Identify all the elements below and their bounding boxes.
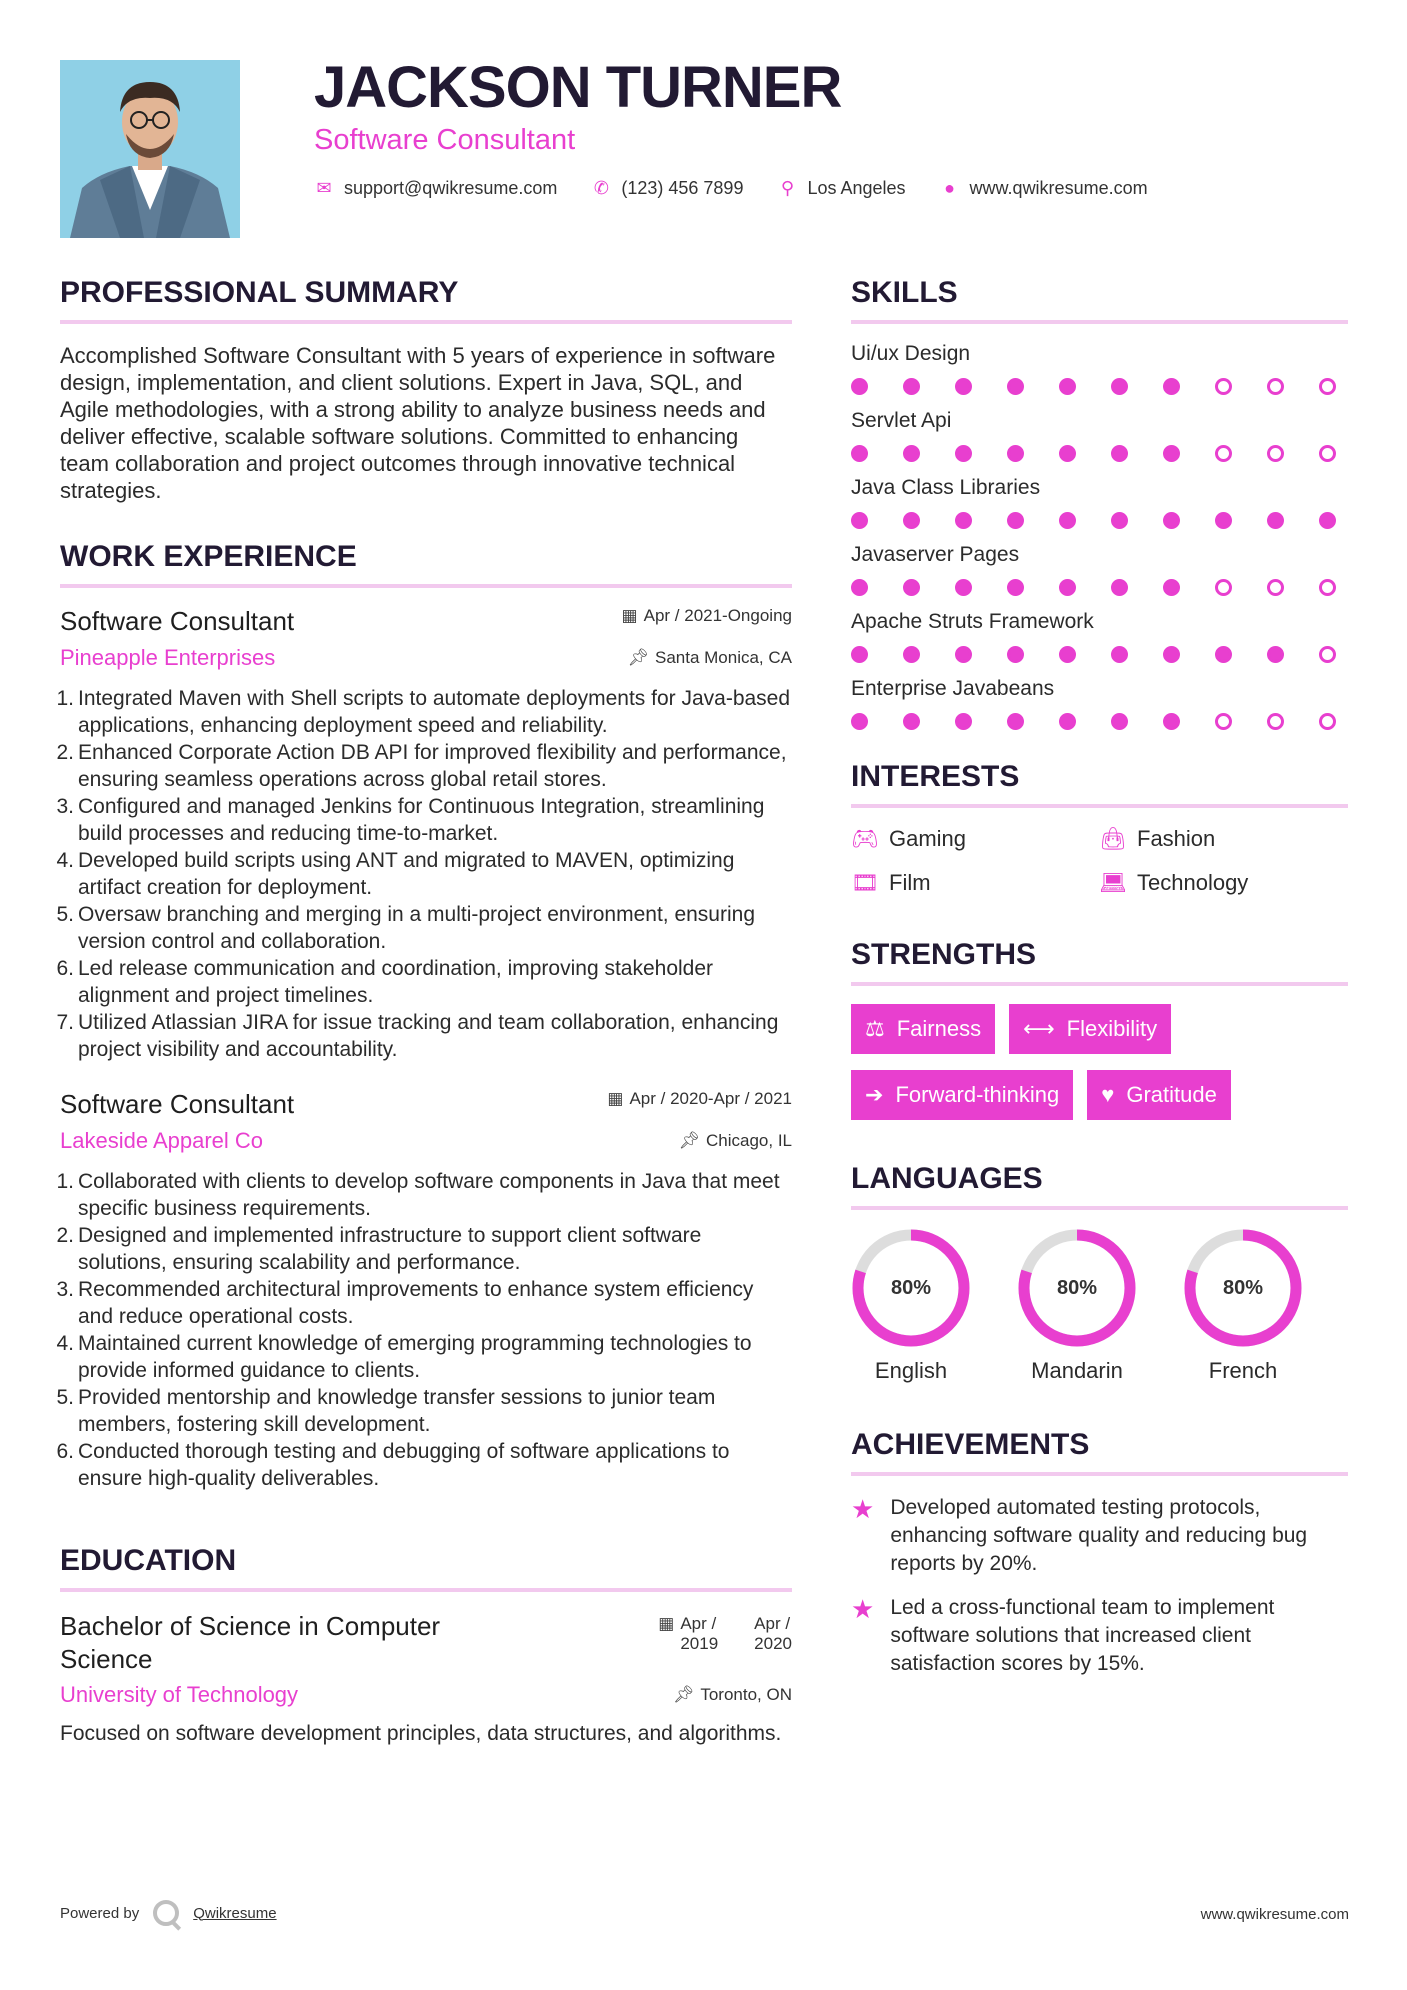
contact-website[interactable]: www.qwikresume.com [969, 178, 1148, 198]
interests-list [851, 826, 1348, 896]
language-progress-ring [1183, 1228, 1303, 1348]
rating-dot-empty [1319, 378, 1336, 395]
trophy-star-icon: ★ [851, 1494, 875, 1524]
contact-location: Los Angeles [807, 178, 906, 198]
rating-dot-filled [1111, 646, 1128, 663]
strength-tag: ♥ Gratitude [1087, 1070, 1231, 1120]
rating-dot-filled [1007, 579, 1024, 596]
bullet-item: 1. Integrated Maven with Shell scripts to automate deployments for Java-based applications, enhancing deployment speed and reliability. [56, 687, 791, 737]
rating-dot-empty [1215, 378, 1232, 395]
degree-title: Bachelor of Science in Computer Science [60, 1611, 441, 1674]
skill-name: Java Class Libraries [851, 476, 1041, 499]
interest-item: 🎞︎ Film [851, 870, 931, 895]
rating-dot-filled [1163, 512, 1180, 529]
phone-icon: ✆ [593, 178, 609, 198]
shopping-bag-icon: 👜︎ [1099, 826, 1127, 851]
rating-dot-empty [1267, 378, 1284, 395]
rating-dot-filled [851, 445, 868, 462]
school-location: 📌︎ Toronto, ON [672, 1685, 792, 1704]
job-title: Software Consultant [60, 606, 295, 636]
bullet-item: 6. Conducted thorough testing and debugging of software applications to ensure high-quality deliverables. [56, 1440, 730, 1490]
bullet-item: 4. Maintained current knowledge of emerging programming technologies to provide informed guidance to clients. [56, 1332, 752, 1382]
skill-name: Enterprise Javabeans [851, 677, 1055, 700]
language-item [851, 1228, 971, 1384]
achievements-heading: ACHIEVEMENTS [851, 1428, 1348, 1476]
rating-dot-filled [1007, 378, 1024, 395]
rating-dot-filled [1319, 512, 1336, 529]
strengths-heading: STRENGTHS [851, 938, 1348, 986]
rating-dot-filled [903, 713, 920, 730]
interest-item: 🎮︎ Gaming [851, 826, 967, 851]
footer-powered-by [60, 1900, 277, 1926]
skill-name: Ui/ux Design [851, 342, 971, 365]
calendar-icon: ▦ [607, 1089, 624, 1108]
job-entry [56, 1089, 792, 1492]
language-item [1017, 1228, 1137, 1384]
rating-dot-filled [1163, 713, 1180, 730]
powered-by-label: Powered by [60, 1904, 140, 1922]
school-name: University of Technology [60, 1682, 299, 1707]
rating-dot-filled [1163, 445, 1180, 462]
rating-dot-filled [1059, 646, 1076, 663]
rating-dot-filled [1163, 378, 1180, 395]
achievement-item: ★ Developed automated testing protocols, enhancing software quality and reducing bug reports by 20%. [851, 1494, 1348, 1578]
pushpin-icon: 📌︎ [678, 1131, 700, 1150]
rating-dot-filled [955, 646, 972, 663]
globe-icon: ● [944, 178, 955, 198]
skill-item [851, 543, 1348, 596]
skill-rating [851, 579, 1336, 596]
language-progress-ring [1017, 1228, 1137, 1348]
rating-dot-empty [1267, 579, 1284, 596]
bullet-item: 3. Configured and managed Jenkins for Continuous Integration, streamlining build processes and reducing time-to-market. [56, 795, 765, 845]
summary-text: Accomplished Software Consultant with 5 years of experience in software design, implementation, and client solutions. Expert in Java, SQL, and Agile methodologies, with a strong ability to analyze business needs and deliver effective, scalable software solutions. Committed to enhancing team collaboration and project outcomes through innovative technical strategies. [60, 343, 776, 503]
rating-dot-filled [851, 646, 868, 663]
rating-dot-filled [955, 579, 972, 596]
interest-item: 💻︎ Technology [1099, 870, 1249, 895]
rating-dot-filled [1215, 512, 1232, 529]
bullet-item: 6. Led release communication and coordination, improving stakeholder alignment and project timelines. [56, 957, 714, 1007]
arrows-horizontal-icon: ⟷ [1023, 1016, 1055, 1041]
arrow-right-icon: ➔ [865, 1082, 884, 1107]
strength-tag: ➔ Forward-thinking [851, 1070, 1073, 1120]
bullet-item: 2. Enhanced Corporate Action DB API for improved flexibility and performance, ensuring seamless operations across global retail stores. [56, 741, 787, 791]
bullet-item: 2. Designed and implemented infrastructure to support client software solutions, ensuring scalability and performance. [56, 1224, 702, 1274]
rating-dot-filled [1267, 512, 1284, 529]
bullet-item: 7. Utilized Atlassian JIRA for issue tracking and team collaboration, enhancing project visibility and accountability. [56, 1011, 779, 1061]
balance-scale-icon: ⚖ [865, 1016, 885, 1041]
job-bullets [56, 685, 792, 1063]
skill-name: Servlet Api [851, 409, 952, 432]
skill-rating [851, 378, 1336, 395]
candidate-name: JACKSON TURNER [314, 55, 842, 120]
strengths-list [851, 1004, 1348, 1120]
job-date: ▦ Apr / 2020-Apr / 2021 [607, 1089, 792, 1108]
rating-dot-empty [1319, 445, 1336, 462]
rating-dot-filled [903, 512, 920, 529]
bullet-item: 5. Provided mentorship and knowledge transfer sessions to junior team members, fostering skill development. [56, 1386, 716, 1436]
language-name: English [874, 1358, 948, 1383]
rating-dot-filled [903, 378, 920, 395]
rating-dot-filled [1059, 445, 1076, 462]
contact-email[interactable]: support@qwikresume.com [344, 178, 558, 198]
skill-item [851, 476, 1348, 529]
rating-dot-empty [1319, 579, 1336, 596]
summary-heading: PROFESSIONAL SUMMARY [60, 276, 792, 324]
rating-dot-filled [1111, 713, 1128, 730]
job-title: Software Consultant [60, 1089, 295, 1119]
rating-dot-empty [1319, 713, 1336, 730]
rating-dot-empty [1267, 713, 1284, 730]
rating-dot-filled [851, 579, 868, 596]
education-heading: EDUCATION [60, 1544, 792, 1592]
rating-dot-filled [1007, 445, 1024, 462]
skills-heading: SKILLS [851, 276, 1348, 324]
language-percent: 80% [890, 1276, 932, 1299]
rating-dot-filled [851, 378, 868, 395]
bullet-item: 3. Recommended architectural improvements to enhance system efficiency and reduce operational costs. [56, 1278, 754, 1328]
rating-dot-filled [955, 445, 972, 462]
language-percent: 80% [1056, 1276, 1098, 1299]
language-percent: 80% [1222, 1276, 1264, 1299]
brand-link[interactable]: Qwikresume [193, 1904, 277, 1922]
rating-dot-filled [955, 378, 972, 395]
pushpin-icon: 📌︎ [672, 1685, 695, 1704]
rating-dot-empty [1215, 579, 1232, 596]
rating-dot-empty [1215, 445, 1232, 462]
laptop-icon: 💻︎ [1099, 870, 1127, 895]
strength-tag: ⚖ Fairness [851, 1004, 995, 1054]
rating-dot-filled [1163, 646, 1180, 663]
language-name: Mandarin [1031, 1358, 1123, 1383]
company-name: Pineapple Enterprises [60, 645, 276, 670]
rating-dot-filled [903, 579, 920, 596]
rating-dot-filled [1111, 445, 1128, 462]
skill-rating [851, 445, 1336, 462]
edu-end-year: 2020 [754, 1634, 792, 1653]
rating-dot-filled [1111, 512, 1128, 529]
skill-item [851, 677, 1348, 730]
languages-heading: LANGUAGES [851, 1162, 1348, 1210]
gamepad-icon: 🎮︎ [851, 826, 879, 851]
experience-heading: WORK EXPERIENCE [60, 540, 792, 588]
rating-dot-filled [1267, 646, 1284, 663]
rating-dot-filled [1059, 512, 1076, 529]
candidate-role: Software Consultant [314, 124, 576, 156]
company-name: Lakeside Apparel Co [60, 1128, 264, 1153]
rating-dot-filled [955, 512, 972, 529]
job-date: ▦ Apr / 2021-Ongoing [621, 606, 792, 625]
person-portrait-icon [60, 60, 240, 238]
rating-dot-filled [1059, 378, 1076, 395]
skill-rating [851, 713, 1336, 730]
rating-dot-empty [1319, 646, 1336, 663]
trophy-star-icon: ★ [851, 1594, 875, 1624]
education-entry [60, 1610, 792, 1676]
edu-start-month: Apr / [680, 1614, 717, 1633]
rating-dot-filled [1007, 713, 1024, 730]
skill-name: Apache Struts Framework [851, 610, 1094, 633]
achievement-item: ★ Led a cross-functional team to implement software solutions that increased client satisfaction scores by 15%. [851, 1594, 1348, 1678]
rating-dot-empty [1267, 445, 1284, 462]
job-entry [56, 606, 792, 1063]
contact-phone[interactable]: (123) 456 7899 [621, 178, 744, 198]
education-description: Focused on software development principles, data structures, and algorithms. [60, 1722, 782, 1745]
interests-heading: INTERESTS [851, 760, 1348, 808]
bullet-item: 4. Developed build scripts using ANT and migrated to MAVEN, optimizing artifact creation for deployment. [56, 849, 735, 899]
skill-item [851, 610, 1348, 663]
languages-list [851, 1228, 1348, 1384]
rating-dot-filled [1059, 579, 1076, 596]
rating-dot-filled [903, 445, 920, 462]
rating-dot-filled [1007, 512, 1024, 529]
rating-dot-filled [1059, 713, 1076, 730]
right-column [851, 276, 1348, 1694]
rating-dot-filled [1111, 378, 1128, 395]
rating-dot-empty [1215, 713, 1232, 730]
rating-dot-filled [1007, 646, 1024, 663]
rating-dot-filled [1215, 646, 1232, 663]
rating-dot-filled [903, 646, 920, 663]
footer-site-link[interactable]: www.qwikresume.com [1200, 1906, 1349, 1923]
bullet-item: 1. Collaborated with clients to develop software components in Java that meet specific business requirements. [56, 1170, 780, 1220]
skill-name: Javaserver Pages [851, 543, 1020, 566]
map-pin-icon: ⚲ [780, 178, 795, 198]
contact-bar [314, 178, 1148, 199]
language-item [1183, 1228, 1303, 1384]
language-name: French [1208, 1358, 1278, 1383]
language-progress-ring [851, 1228, 971, 1348]
rating-dot-filled [851, 713, 868, 730]
job-location: 📌︎ Chicago, IL [678, 1131, 792, 1150]
heart-icon: ♥ [1101, 1082, 1115, 1107]
job-bullets [56, 1168, 792, 1492]
rating-dot-filled [1163, 579, 1180, 596]
rating-dot-filled [1111, 579, 1128, 596]
profile-photo [60, 60, 240, 238]
skill-item [851, 342, 1348, 395]
qwikresume-logo-icon [153, 1900, 179, 1926]
envelope-icon: ✉ [316, 178, 332, 198]
pushpin-icon: 📌︎ [627, 648, 649, 667]
rating-dot-filled [851, 512, 868, 529]
bullet-item: 5. Oversaw branching and merging in a multi-project environment, ensuring version control and collaboration. [56, 903, 756, 953]
job-location: 📌︎ Santa Monica, CA [627, 648, 792, 667]
edu-end-month: Apr / [754, 1614, 791, 1633]
strength-tag: ⟷ Flexibility [1009, 1004, 1171, 1054]
left-column [56, 276, 792, 1747]
skills-list [851, 342, 1348, 730]
education-dates [658, 1614, 792, 1654]
interest-item: 👜︎ Fashion [1099, 826, 1216, 851]
film-icon: 🎞︎ [851, 870, 879, 895]
calendar-icon: ▦ [658, 1614, 675, 1633]
skill-rating [851, 512, 1336, 529]
rating-dot-filled [955, 713, 972, 730]
skill-item [851, 409, 1348, 462]
calendar-icon: ▦ [621, 606, 638, 625]
skill-rating [851, 646, 1336, 663]
edu-start-year: 2019 [680, 1634, 719, 1653]
